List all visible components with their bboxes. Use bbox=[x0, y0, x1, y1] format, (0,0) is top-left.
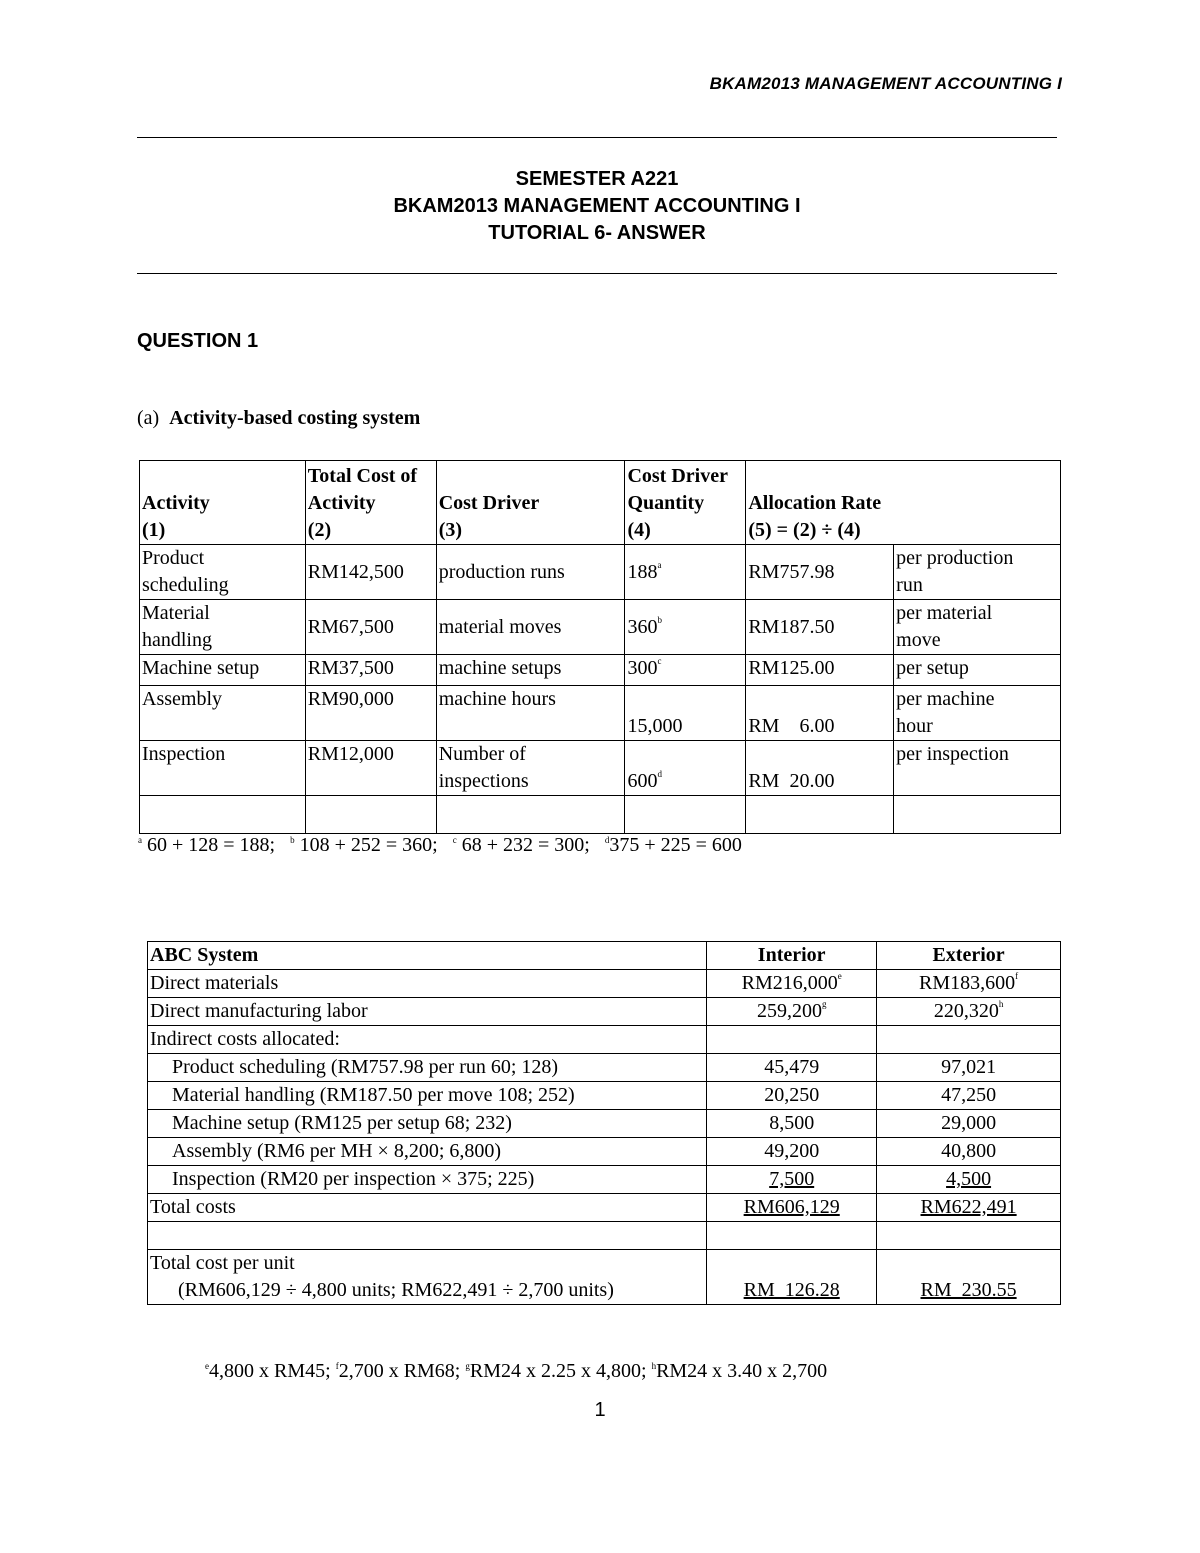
exterior-value: RM 230.55 bbox=[877, 1250, 1061, 1305]
abc-header-exterior: Exterior bbox=[877, 942, 1061, 970]
page-number: 1 bbox=[594, 1399, 606, 1421]
interior-value: RM606,129 bbox=[707, 1194, 877, 1222]
activity-name: Machine setup bbox=[140, 655, 306, 686]
row-label: Total costs bbox=[148, 1194, 707, 1222]
row-label: Assembly (RM6 per MH × 8,200; 6,800) bbox=[148, 1138, 707, 1166]
row-label: Direct manufacturing labor bbox=[148, 998, 707, 1026]
rate-unit: per material move bbox=[894, 600, 1061, 655]
row-label: Machine setup (RM125 per setup 68; 232) bbox=[148, 1110, 707, 1138]
exterior-value: RM622,491 bbox=[877, 1194, 1061, 1222]
exterior-value: 40,800 bbox=[877, 1138, 1061, 1166]
cost-driver: production runs bbox=[436, 545, 625, 600]
driver-quantity: 300$^c$ bbox=[625, 655, 746, 686]
part-label: (a) bbox=[137, 407, 160, 429]
allocation-rate: RM187.50 bbox=[746, 600, 894, 655]
exterior-value: 220,320$^h$ bbox=[877, 998, 1061, 1026]
exterior-value: 97,021 bbox=[877, 1054, 1061, 1082]
part-title: Activity-based costing system bbox=[169, 407, 421, 429]
rate-unit: per setup bbox=[894, 655, 1061, 686]
activity-name: Inspection bbox=[140, 741, 306, 796]
activity-rate-table bbox=[139, 460, 1061, 834]
header-total-cost: Total Cost of Activity (2) bbox=[305, 461, 436, 545]
table-row bbox=[148, 970, 1061, 998]
interior-value: RM 126.28 bbox=[707, 1250, 877, 1305]
rate-unit: per production run bbox=[894, 545, 1061, 600]
interior-value: 8,500 bbox=[707, 1110, 877, 1138]
interior-value: 7,500 bbox=[707, 1166, 877, 1194]
activity-cost: RM12,000 bbox=[305, 741, 436, 796]
row-label: Direct materials bbox=[148, 970, 707, 998]
abc-header-row bbox=[148, 942, 1061, 970]
cost-driver: machine setups bbox=[436, 655, 625, 686]
interior-value: 45,479 bbox=[707, 1054, 877, 1082]
header-activity: Activity (1) bbox=[140, 461, 306, 545]
question-heading: QUESTION 1 bbox=[137, 330, 259, 352]
table-row bbox=[148, 1110, 1061, 1138]
header-allocation-rate: Allocation Rate (5) = (2) ÷ (4) bbox=[746, 461, 1061, 545]
running-header: BKAM2013 MANAGEMENT ACCOUNTING I bbox=[709, 74, 1062, 93]
activity-cost: RM142,500 bbox=[305, 545, 436, 600]
abc-system-table bbox=[147, 941, 1061, 1305]
semester-line: SEMESTER A221 bbox=[515, 168, 679, 190]
interior-value: 259,200$^g$ bbox=[707, 998, 877, 1026]
exterior-value: RM183,600$^f$ bbox=[877, 970, 1061, 998]
table-row bbox=[148, 1082, 1061, 1110]
interior-value: 49,200 bbox=[707, 1138, 877, 1166]
table-row bbox=[140, 655, 1061, 686]
row-label: Inspection (RM20 per inspection × 375; 225) bbox=[148, 1166, 707, 1194]
table-row bbox=[148, 1138, 1061, 1166]
title-bottom-rule bbox=[137, 273, 1057, 274]
tutorial-line: TUTORIAL 6- ANSWER bbox=[488, 222, 706, 244]
row-label: Material handling (RM187.50 per move 108; 252) bbox=[148, 1082, 707, 1110]
cost-driver: Number of inspections bbox=[436, 741, 625, 796]
table-row bbox=[148, 1054, 1061, 1082]
course-line: BKAM2013 MANAGEMENT ACCOUNTING I bbox=[393, 195, 801, 217]
rate-unit: per machine hour bbox=[894, 686, 1061, 741]
driver-quantity: 360$^b$ bbox=[625, 600, 746, 655]
driver-quantity: 15,000 bbox=[625, 686, 746, 741]
activity-footnotes: $^a$ 60 + 128 = 188; $^b$ 108 + 252 = 360; $^c$ 68 + 232 = 300; $^d$375 + 225 = 600 bbox=[138, 834, 742, 856]
table-row bbox=[140, 600, 1061, 655]
activity-name: Product scheduling bbox=[140, 545, 306, 600]
row-label: Indirect costs allocated: bbox=[148, 1026, 707, 1054]
abc-header-label: ABC System bbox=[148, 942, 707, 970]
driver-quantity: 600$^d$ bbox=[625, 741, 746, 796]
title-block bbox=[137, 166, 1057, 247]
table-row bbox=[148, 1026, 1061, 1054]
table-row bbox=[148, 998, 1061, 1026]
abc-footnotes: $^e$4,800 x RM45; $^f$2,700 x RM68; $^g$RM24 x 2.25 x 4,800; $^h$RM24 x 3.40 x 2,700 bbox=[205, 1360, 828, 1382]
allocation-rate: RM125.00 bbox=[746, 655, 894, 686]
allocation-rate: RM 20.00 bbox=[746, 741, 894, 796]
allocation-rate: RM 6.00 bbox=[746, 686, 894, 741]
total-costs-row bbox=[148, 1194, 1061, 1222]
table-row bbox=[148, 1166, 1061, 1194]
allocation-rate: RM757.98 bbox=[746, 545, 894, 600]
row-label: Total cost per unit (RM606,129 ÷ 4,800 units; RM622,491 ÷ 2,700 units) bbox=[148, 1250, 707, 1305]
table-row bbox=[140, 741, 1061, 796]
abc-header-interior: Interior bbox=[707, 942, 877, 970]
exterior-value: 29,000 bbox=[877, 1110, 1061, 1138]
exterior-value: 4,500 bbox=[877, 1166, 1061, 1194]
header-cost-driver: Cost Driver (3) bbox=[436, 461, 625, 545]
driver-quantity: 188$^a$ bbox=[625, 545, 746, 600]
header-driver-quantity: Cost Driver Quantity (4) bbox=[625, 461, 746, 545]
activity-name: Material handling bbox=[140, 600, 306, 655]
top-rule bbox=[137, 137, 1057, 138]
empty-row bbox=[140, 796, 1061, 834]
exterior-value: 47,250 bbox=[877, 1082, 1061, 1110]
cost-driver: machine hours bbox=[436, 686, 625, 741]
row-label: Product scheduling (RM757.98 per run 60; 128) bbox=[148, 1054, 707, 1082]
activity-name: Assembly bbox=[140, 686, 306, 741]
interior-value: RM216,000e bbox=[707, 970, 877, 998]
rate-unit: per inspection bbox=[894, 741, 1061, 796]
activity-cost: RM67,500 bbox=[305, 600, 436, 655]
cost-driver: material moves bbox=[436, 600, 625, 655]
interior-value: 20,250 bbox=[707, 1082, 877, 1110]
table-row bbox=[140, 545, 1061, 600]
part-a-heading bbox=[137, 407, 420, 430]
activity-table-header bbox=[140, 461, 1061, 545]
activity-cost: RM90,000 bbox=[305, 686, 436, 741]
table-row bbox=[140, 686, 1061, 741]
activity-cost: RM37,500 bbox=[305, 655, 436, 686]
empty-row bbox=[148, 1222, 1061, 1250]
per-unit-row bbox=[148, 1250, 1061, 1305]
